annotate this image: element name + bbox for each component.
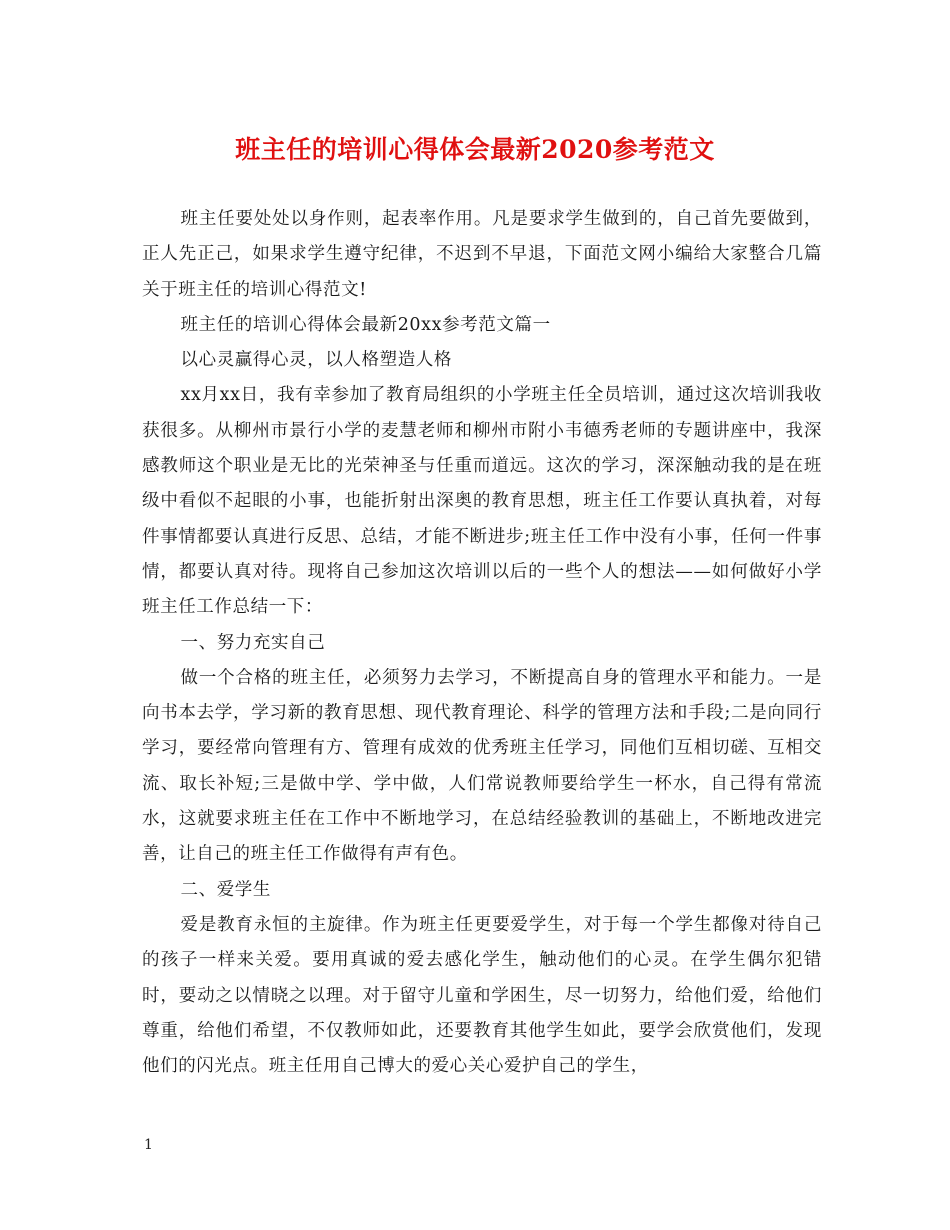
body-paragraph: xx月xx日，我有幸参加了教育局组织的小学班主任全员培训，通过这次培训我收获很多。从柳州市景行小学的麦慧老师和柳州市附小韦德秀老师的专题讲座中，我深感教师这个职业是无比的光荣神圣与任重而道远。这次的学习，深深触动我的是在班级中看似不起眼的小事，也能折射出深奥的教育思想，班主任工作要认真执着，对每件事情都要认真进行反思、总结，才能不断进步;班主任工作中没有小事，任何一件事情，都要认真对待。现将自己参加这次培训以后的一些个人的想法——如何做好小学班主任工作总结一下： xyxy=(142,385,822,618)
article-subtitle: 以心灵赢得心灵，以人格塑造人格 xyxy=(180,350,452,371)
document-title: 班主任的培训心得体会最新2020参考范文 xyxy=(235,135,715,164)
document-body xyxy=(142,202,822,1084)
section-heading-article-one: 班主任的培训心得体会最新20xx参考范文篇一 xyxy=(180,314,551,335)
body-paragraph: 做一个合格的班主任，必须努力去学习，不断提高自身的管理水平和能力。一是向书本去学，学习新的教育思想、现代教育理论、科学的管理方法和手段;二是向同行学习，要经常向管理有方、管理有成效的优秀班主任学习，同他们互相切磋、互相交流、取长补短;三是做中学、学中做，人们常说教师要给学生一杯水，自己得有常流水，这就要求班主任在工作中不断地学习，在总结经验教训的基础上，不断地改进完善，让自己的班主任工作做得有声有色。 xyxy=(142,667,822,865)
page-number: 1 xyxy=(144,1137,153,1153)
section-heading-love-students: 二、爱学生 xyxy=(180,879,271,900)
body-paragraph: 爱是教育永恒的主旋律。作为班主任更要爱学生，对于每一个学生都像对待自己的孩子一样来关爱。要用真诚的爱去感化学生，触动他们的心灵。在学生偶尔犯错时，要动之以情晓之以理。对于留守儿童和学困生，尽一切努力，给他们爱，给他们尊重，给他们希望，不仅教师如此，还要教育其他学生如此，要学会欣赏他们，发现他们的闪光点。班主任用自己博大的爱心关心爱护自己的学生， xyxy=(142,914,822,1077)
intro-paragraph: 班主任要处处以身作则，起表率作用。凡是要求学生做到的，自己首先要做到，正人先正己，如果求学生遵守纪律，不迟到不早退，下面范文网小编给大家整合几篇关于班主任的培训心得范文! xyxy=(142,209,822,300)
section-heading-enrich-self: 一、努力充实自己 xyxy=(180,632,326,653)
